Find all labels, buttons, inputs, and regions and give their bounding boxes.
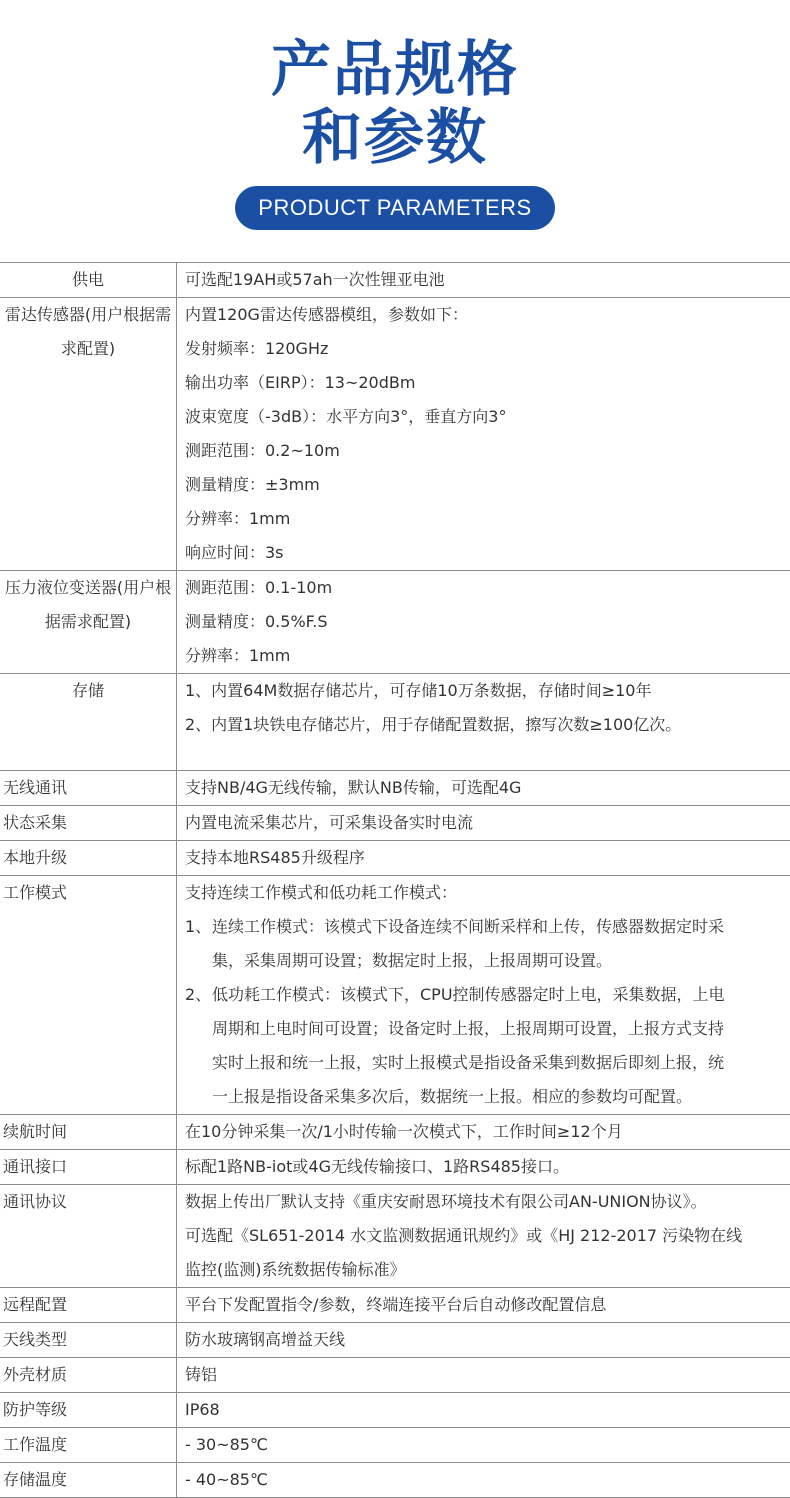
spec-value [177, 1150, 790, 1184]
spec-label: 天线类型 [0, 1323, 177, 1357]
spec-line: 在10分钟采集一次/1小时传输一次模式下，工作时间≥12个月 [185, 1122, 623, 1141]
spec-row-work-temp [0, 1427, 790, 1462]
spec-row-storage-temp [0, 1462, 790, 1498]
spec-row-wireless [0, 770, 790, 805]
spec-label: 压力液位变送器(用户根据需求配置) [0, 571, 177, 673]
spec-value [177, 1463, 790, 1497]
spec-row-endurance [0, 1114, 790, 1149]
spec-line: 分辨率：1mm [185, 646, 291, 665]
item-number: 2、 [185, 985, 212, 1004]
page-title-line-1: 产品规格 [271, 35, 519, 105]
spec-line: 实时上报和统一上报，实时上报模式是指设备采集到数据后即刻上报，统 [212, 1053, 725, 1072]
spec-row-power [0, 262, 790, 297]
spec-line: 铸铝 [185, 1365, 218, 1384]
spec-line: 发射频率：120GHz [185, 339, 329, 358]
spec-line: 输出功率（EIRP）：13~20dBm [185, 373, 416, 392]
spec-label: 外壳材质 [0, 1358, 177, 1392]
spec-label: 防护等级 [0, 1393, 177, 1427]
spec-row-radar [0, 297, 790, 570]
spec-value [177, 674, 790, 770]
spec-value [177, 1358, 790, 1392]
spec-label: 供电 [0, 263, 177, 297]
spec-value [177, 263, 790, 297]
spec-line: IP68 [185, 1400, 220, 1419]
spec-line: 集，采集周期可设置；数据定时上报，上报周期可设置。 [212, 951, 613, 970]
spec-row-protocol [0, 1184, 790, 1287]
spec-line: 监控(监测)系统数据传输标准》 [185, 1260, 406, 1279]
spec-row-protection [0, 1392, 790, 1427]
spec-row-interface [0, 1149, 790, 1184]
spec-line: 1、内置64M数据存储芯片，可存储10万条数据，存储时间≥10年 [185, 681, 652, 700]
mode-item [185, 978, 790, 1012]
spec-value [177, 1115, 790, 1149]
spec-value [177, 806, 790, 840]
spec-line: - 40~85℃ [185, 1470, 268, 1489]
spec-value [177, 1323, 790, 1357]
spec-label: 状态采集 [0, 806, 177, 840]
spec-label: 通讯接口 [0, 1150, 177, 1184]
spec-line: 防水玻璃钢高增益天线 [185, 1330, 346, 1349]
mode-item [185, 910, 790, 944]
spec-label: 存储温度 [0, 1463, 177, 1497]
item-number: 1、 [185, 917, 212, 936]
spec-label: 续航时间 [0, 1115, 177, 1149]
spec-line: 测距范围：0.1-10m [185, 578, 333, 597]
spec-label: 雷达传感器(用户根据需求配置) [0, 298, 177, 570]
spec-value [177, 571, 790, 673]
spec-value [177, 771, 790, 805]
spec-row-upgrade [0, 840, 790, 875]
spec-value [177, 1428, 790, 1462]
spec-line: 测量精度：0.5%F.S [185, 612, 328, 631]
spec-row-work-mode [0, 875, 790, 1114]
spec-value [177, 1393, 790, 1427]
spec-line: 分辨率：1mm [185, 509, 291, 528]
spec-value [177, 1185, 790, 1287]
spec-line: 测量精度：±3mm [185, 475, 320, 494]
spec-line: 支持NB/4G无线传输，默认NB传输，可选配4G [185, 778, 522, 797]
spec-line: 连续工作模式：该模式下设备连续不间断采样和上传，传感器数据定时采 [212, 917, 725, 936]
spec-line: 2、内置1块铁电存储芯片，用于存储配置数据，擦写次数≥100亿次。 [185, 715, 682, 734]
spec-line: 可选配《SL651-2014 水文监测数据通讯规约》或《HJ 212-2017 污染物在线 [185, 1226, 743, 1245]
spec-value [177, 841, 790, 875]
spec-row-storage [0, 673, 790, 770]
spec-line: 周期和上电时间可设置；设备定时上报，上报周期可设置，上报方式支持 [212, 1019, 725, 1038]
spec-label: 工作模式 [0, 876, 177, 1114]
spec-label: 存储 [0, 674, 177, 770]
spec-table [0, 262, 790, 1498]
spec-value [177, 876, 790, 1114]
spec-row-antenna [0, 1322, 790, 1357]
spec-row-status [0, 805, 790, 840]
spec-row-housing [0, 1357, 790, 1392]
spec-line: 数据上传出厂默认支持《重庆安耐恩环境技术有限公司AN-UNION协议》。 [185, 1192, 707, 1211]
spec-label: 无线通讯 [0, 771, 177, 805]
spec-line: 内置电流采集芯片，可采集设备实时电流 [185, 813, 474, 832]
spec-row-remote-config [0, 1287, 790, 1322]
spec-line: 标配1路NB-iot或4G无线传输接口、1路RS485接口。 [185, 1157, 569, 1176]
spec-line: 支持本地RS485升级程序 [185, 848, 365, 867]
spec-label: 远程配置 [0, 1288, 177, 1322]
spec-line: 支持连续工作模式和低功耗工作模式： [185, 883, 458, 902]
spec-value [177, 298, 790, 570]
spec-label: 本地升级 [0, 841, 177, 875]
spec-label: 工作温度 [0, 1428, 177, 1462]
spec-line: 低功耗工作模式：该模式下，CPU控制传感器定时上电，采集数据，上电 [212, 985, 725, 1004]
spec-line: 平台下发配置指令/参数，终端连接平台后自动修改配置信息 [185, 1295, 607, 1314]
spec-line: 测距范围：0.2~10m [185, 441, 340, 460]
section-badge: PRODUCT PARAMETERS [235, 186, 555, 230]
spec-line: 波束宽度（-3dB）：水平方向3°，垂直方向3° [185, 407, 507, 426]
spec-line: 内置120G雷达传感器模组，参数如下： [185, 305, 468, 324]
spec-value [177, 1288, 790, 1322]
page-title-line-2: 和参数 [302, 103, 488, 173]
spec-label: 通讯协议 [0, 1185, 177, 1287]
spec-line: 一上报是指设备采集多次后，数据统一上报。相应的参数均可配置。 [212, 1087, 693, 1106]
spec-line: 响应时间：3s [185, 543, 284, 562]
spec-line: - 30~85℃ [185, 1435, 268, 1454]
spec-line: 可选配19AH或57ah一次性锂亚电池 [185, 270, 445, 289]
spec-row-pressure [0, 570, 790, 673]
